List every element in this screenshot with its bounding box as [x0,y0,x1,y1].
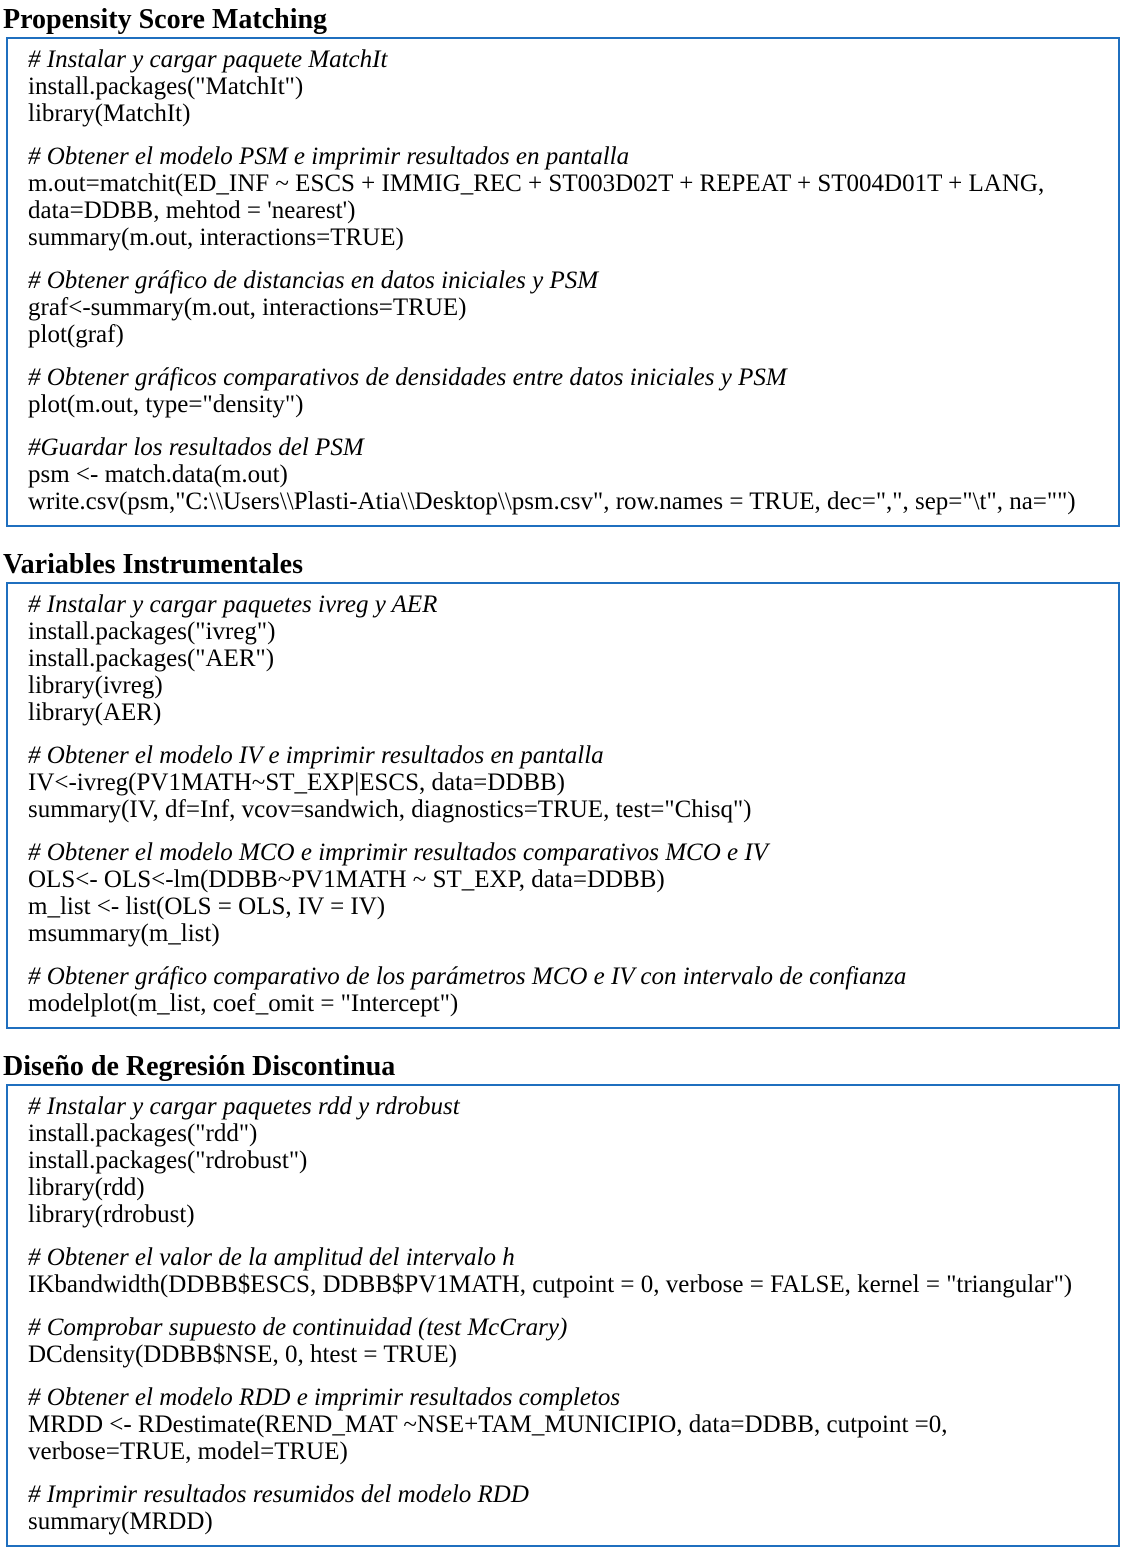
code-paragraph [28,1093,1108,1228]
code-line: library(MatchIt) [28,100,191,127]
code-line: OLS<- OLS<-lm(DDBB~PV1MATH ~ ST_EXP, data=DDBB) [28,866,665,893]
code-line: plot(m.out, type="density") [28,391,304,418]
code-paragraph [28,267,1108,348]
comment-line: # Obtener el modelo RDD e imprimir resultados completos [28,1384,621,1411]
document [3,4,1121,1547]
code-line: IV<-ivreg(PV1MATH~ST_EXP|ESCS, data=DDBB) [28,769,565,796]
comment-line: #Guardar los resultados del PSM [28,434,364,461]
code-section [3,549,1121,1029]
comment-line: # Obtener el valor de la amplitud del intervalo h [28,1244,515,1271]
code-paragraph [28,963,1108,1017]
code-line: m_list <- list(OLS = OLS, IV = IV) [28,893,386,920]
code-line: DCdensity(DDBB$NSE, 0, htest = TRUE) [28,1341,457,1368]
code-paragraph [28,839,1108,947]
comment-line: # Obtener gráfico de distancias en datos iniciales y PSM [28,267,599,294]
code-box [6,582,1120,1029]
code-section [3,1051,1121,1547]
code-line: psm <- match.data(m.out) [28,461,288,488]
code-paragraph [28,1244,1108,1298]
code-paragraph [28,591,1108,726]
code-line: install.packages("ivreg") [28,618,276,645]
code-line: library(rdd) [28,1174,145,1201]
comment-line: # Obtener el modelo IV e imprimir resultados en pantalla [28,742,604,769]
comment-line: # Comprobar supuesto de continuidad (test McCrary) [28,1314,568,1341]
code-line: install.packages("rdd") [28,1120,258,1147]
code-line: verbose=TRUE, model=TRUE) [28,1438,348,1465]
code-line: plot(graf) [28,321,124,348]
code-line: MRDD <- RDestimate(REND_MAT ~NSE+TAM_MUNICIPIO, data=DDBB, cutpoint =0, [28,1411,948,1438]
code-paragraph [28,1481,1108,1535]
code-box [6,1084,1120,1547]
code-line: msummary(m_list) [28,920,220,947]
code-paragraph [28,1314,1108,1368]
code-line: data=DDBB, mehtod = 'nearest') [28,197,356,224]
comment-line: # Instalar y cargar paquete MatchIt [28,46,388,73]
code-paragraph [28,434,1108,515]
comment-line: # Imprimir resultados resumidos del modelo RDD [28,1481,529,1508]
code-line: library(ivreg) [28,672,163,699]
comment-line: # Obtener el modelo PSM e imprimir resultados en pantalla [28,143,630,170]
code-line: library(AER) [28,699,162,726]
comment-line: # Instalar y cargar paquetes ivreg y AER [28,591,438,618]
code-line: IKbandwidth(DDBB$ESCS, DDBB$PV1MATH, cutpoint = 0, verbose = FALSE, kernel = "triangular") [28,1271,1073,1298]
code-paragraph [28,364,1108,418]
code-paragraph [28,1384,1108,1465]
code-paragraph [28,742,1108,823]
code-line: graf<-summary(m.out, interactions=TRUE) [28,294,467,321]
code-line: install.packages("MatchIt") [28,73,304,100]
code-line: install.packages("rdrobust") [28,1147,308,1174]
section-title: Diseño de Regresión Discontinua [3,1051,396,1082]
code-line: m.out=matchit(ED_INF ~ ESCS + IMMIG_REC + ST003D02T + REPEAT + ST004D01T + LANG, [28,170,1045,197]
code-line: summary(MRDD) [28,1508,213,1535]
section-title: Variables Instrumentales [3,549,303,580]
comment-line: # Obtener gráficos comparativos de densidades entre datos iniciales y PSM [28,364,787,391]
comment-line: # Obtener gráfico comparativo de los parámetros MCO e IV con intervalo de confianza [28,963,907,990]
code-line: modelplot(m_list, coef_omit = "Intercept") [28,990,459,1017]
comment-line: # Instalar y cargar paquetes rdd y rdrobust [28,1093,460,1120]
code-line: library(rdrobust) [28,1201,195,1228]
comment-line: # Obtener el modelo MCO e imprimir resultados comparativos MCO e IV [28,839,768,866]
code-line: summary(m.out, interactions=TRUE) [28,224,404,251]
code-paragraph [28,46,1108,127]
code-line: write.csv(psm,"C:\\Users\\Plasti-Atia\\Desktop\\psm.csv", row.names = TRUE, dec=",", sep="\t", na="") [28,488,1076,515]
code-section [3,4,1121,527]
code-line: summary(IV, df=Inf, vcov=sandwich, diagnostics=TRUE, test="Chisq") [28,796,752,823]
code-paragraph [28,143,1108,251]
code-box [6,37,1120,527]
section-title: Propensity Score Matching [3,4,328,35]
code-line: install.packages("AER") [28,645,275,672]
